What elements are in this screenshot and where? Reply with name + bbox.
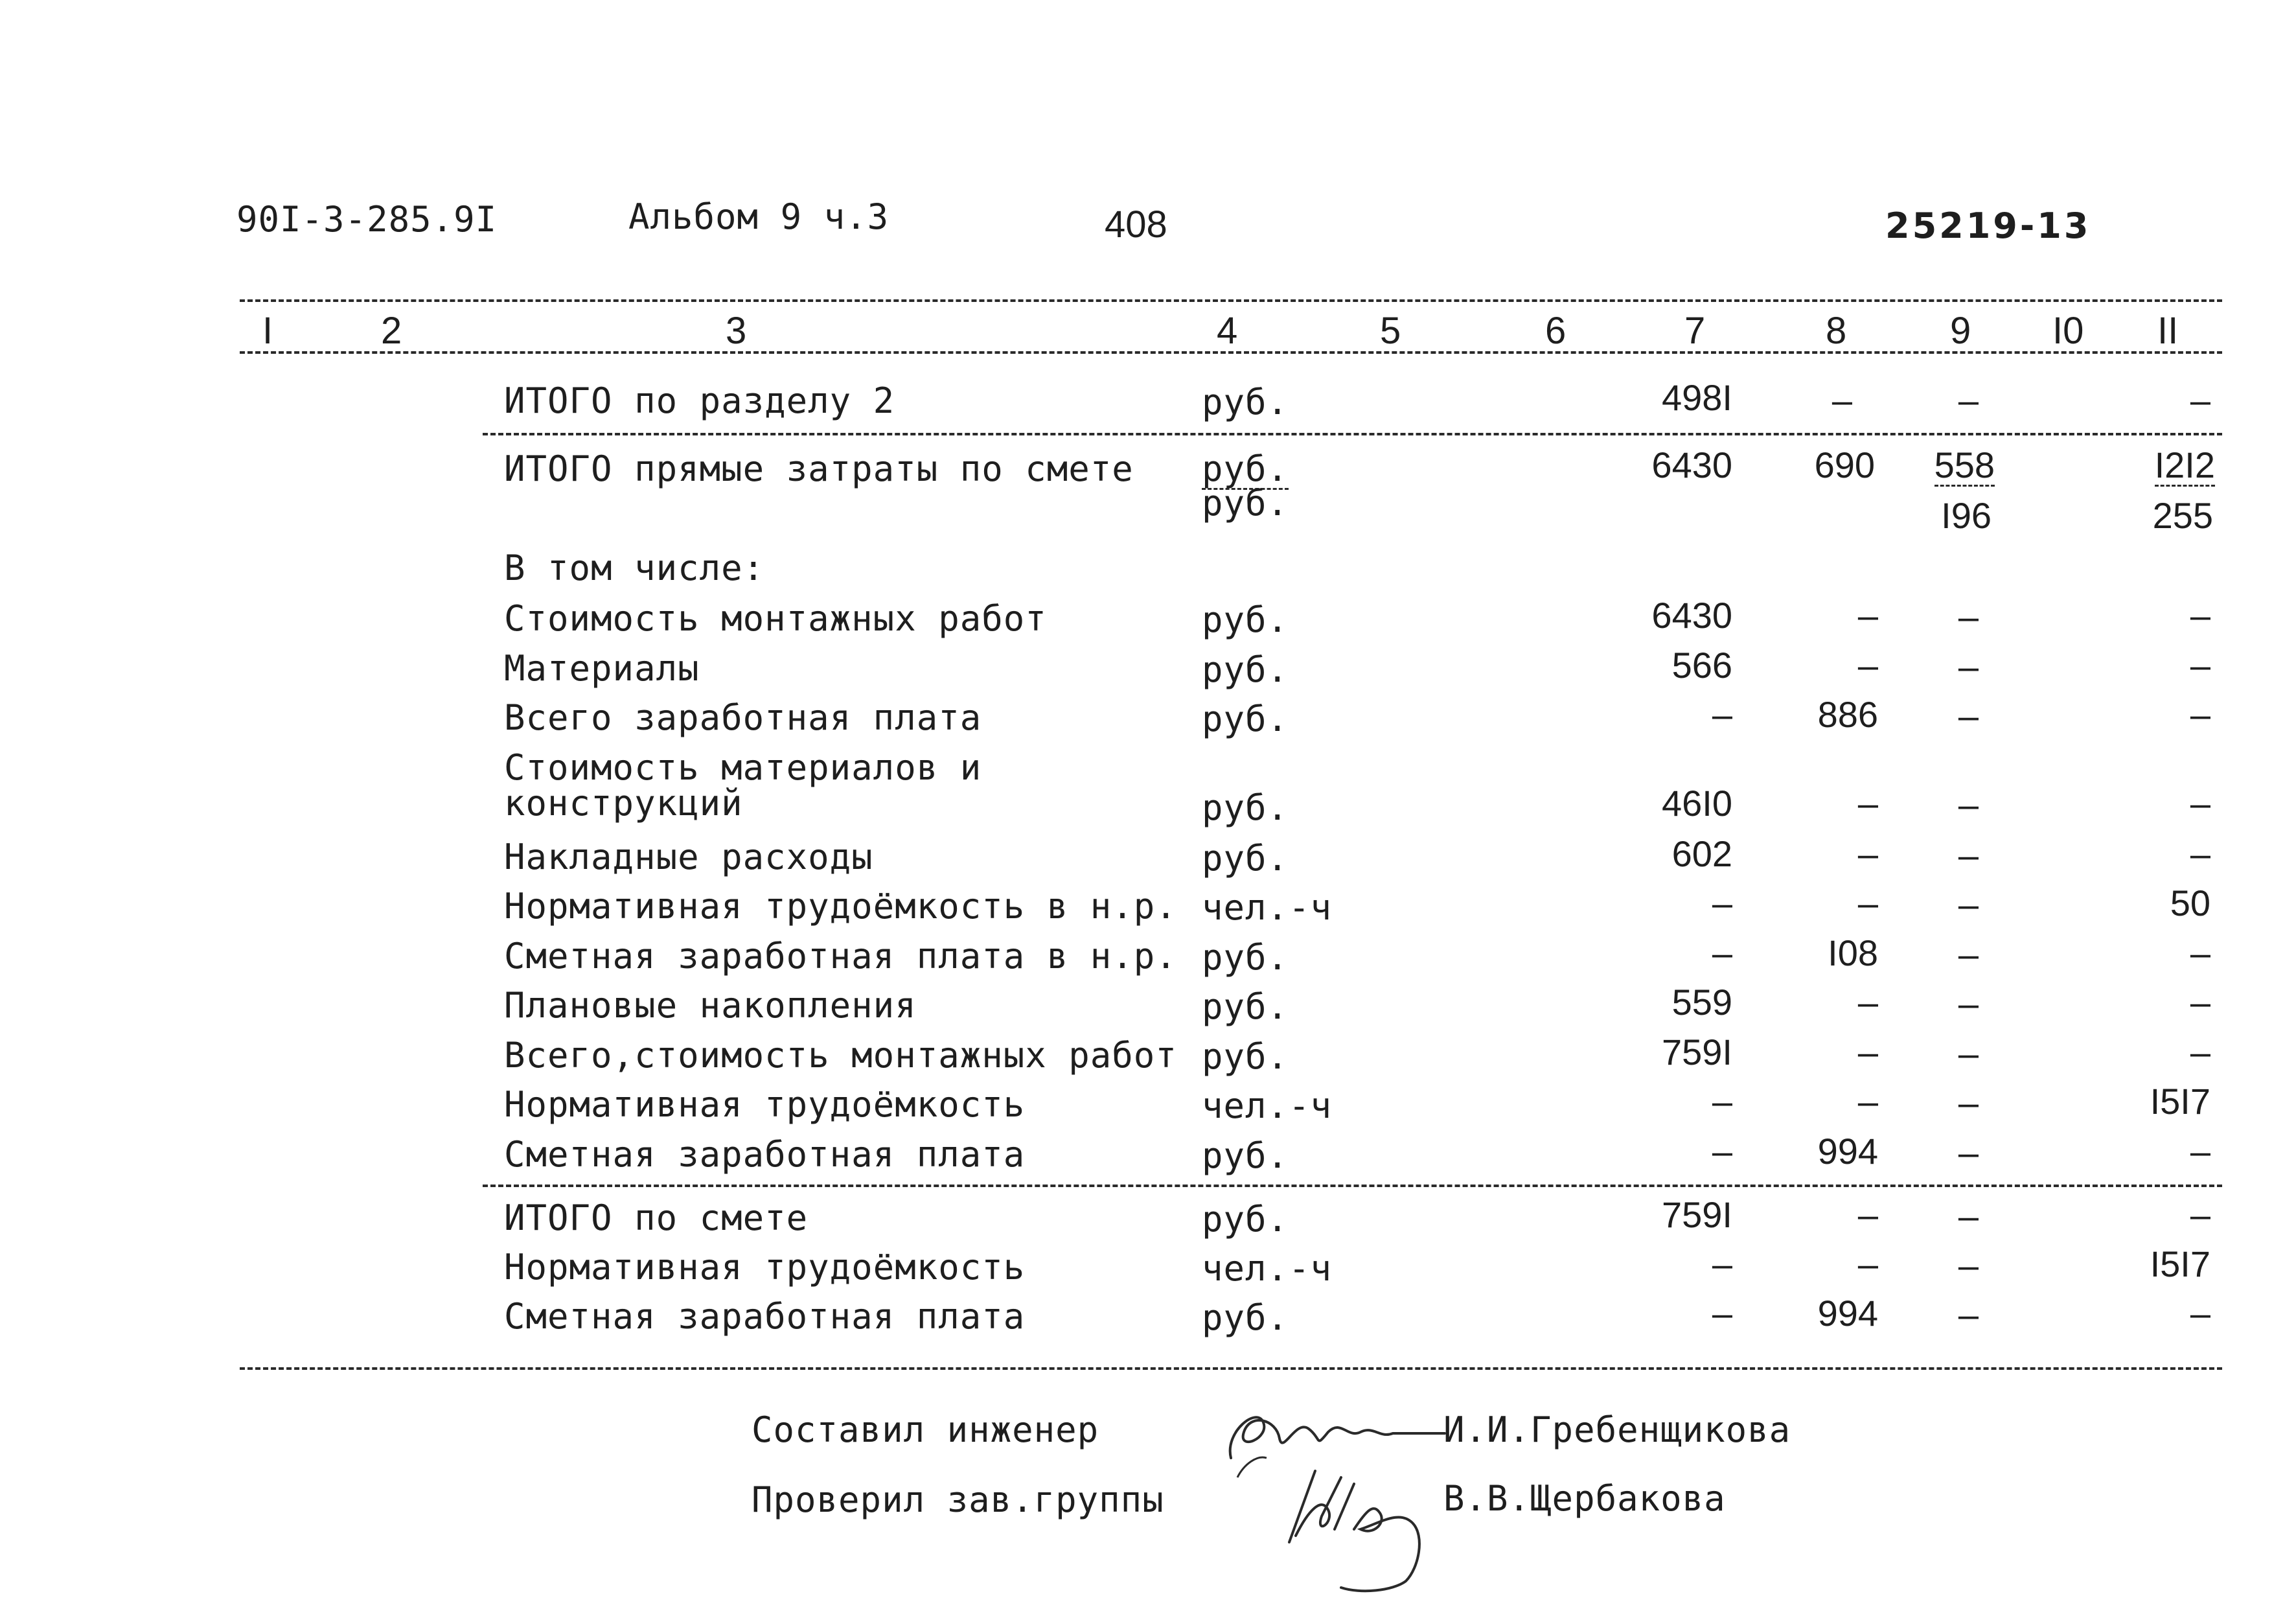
col8-value: 886 — [1817, 694, 1878, 735]
row-label: Сметная заработная плата в н.р. — [504, 935, 1177, 977]
row-label: Стоимость монтажных работ — [504, 598, 1047, 639]
col9-value: – — [1958, 645, 1979, 687]
row-unit-bottom: руб. — [1202, 483, 1289, 524]
col11-value: – — [2190, 1031, 2210, 1072]
col11-value: 50 — [2170, 883, 2210, 923]
row-unit: руб. — [1202, 986, 1289, 1027]
row-label: Стоимость материалов и — [504, 746, 982, 788]
col7-value: – — [1712, 1293, 1732, 1334]
col7-value: 559 — [1671, 982, 1732, 1023]
col9-top-value: 558 — [1934, 445, 1995, 485]
col11-value: – — [2190, 932, 2210, 973]
col7-value: 6430 — [1651, 595, 1732, 636]
col7-value: – — [1712, 883, 1732, 923]
col9-value: – — [1958, 933, 1979, 975]
col7-value: – — [1712, 694, 1732, 735]
col8-value: – — [1857, 782, 1878, 824]
col9-bottom-value: I96 — [1941, 495, 1992, 536]
row-unit: руб. — [1202, 787, 1289, 828]
col11-value: – — [2190, 595, 2210, 636]
row-unit: руб. — [1202, 382, 1289, 422]
col8-value: – — [1857, 644, 1878, 686]
row-label: ИТОГО по разделу 2 — [504, 380, 895, 421]
row-label: ИТОГО прямые затраты по смете — [504, 448, 1134, 489]
col7-value: 602 — [1671, 833, 1732, 874]
row-label-line2: конструкций — [504, 782, 743, 824]
document-code: 90I-3-285.9I — [236, 199, 498, 240]
row-unit: руб. — [1202, 699, 1289, 739]
col-header-1: I — [262, 310, 273, 352]
col9-value: – — [1958, 1082, 1979, 1123]
row-label: Накладные расходы — [504, 836, 873, 877]
col11-value: – — [2190, 1130, 2210, 1172]
row-unit: руб. — [1202, 1199, 1289, 1240]
row-unit-top: руб. — [1202, 448, 1289, 489]
col8-value: – — [1857, 883, 1878, 923]
col11-value: – — [2190, 644, 2210, 686]
col7-value: 759I — [1662, 1031, 1732, 1072]
row-label: Материалы — [504, 647, 700, 689]
col-header-9: 9 — [1950, 310, 1971, 352]
col8-value: – — [1857, 1194, 1878, 1235]
col11-value: – — [2190, 782, 2210, 824]
col-header-11: II — [2157, 310, 2179, 352]
col9-value: – — [1958, 1245, 1979, 1286]
row-label: Сметная заработная плата — [504, 1296, 1026, 1337]
row-label: Всего,стоимость монтажных работ — [504, 1034, 1177, 1076]
col11-value: – — [2190, 1293, 2210, 1334]
col-header-7: 7 — [1684, 310, 1706, 352]
col8-value: 994 — [1817, 1130, 1878, 1172]
table-bottom-rule — [240, 1367, 2222, 1370]
col11-bottom-value: 255 — [2152, 495, 2213, 536]
checked-label: Проверил зав.группы — [752, 1479, 1164, 1520]
col11-value: – — [2190, 694, 2210, 735]
col9-value: – — [1958, 1032, 1979, 1074]
row-unit: руб. — [1202, 1035, 1289, 1077]
col11-value: – — [2190, 380, 2210, 421]
row-label: Нормативная трудоёмкость в н.р. — [504, 886, 1177, 927]
final-section-rule — [483, 1185, 2222, 1187]
col9-value: – — [1958, 1294, 1979, 1335]
row-label: Плановые накопления — [504, 985, 917, 1026]
col8-value: – — [1831, 380, 1852, 421]
header-bottom-rule — [240, 351, 2222, 354]
col-header-10: I0 — [2052, 310, 2084, 352]
col11-value: I5I7 — [2150, 1081, 2210, 1122]
col9-value: – — [1958, 983, 1979, 1024]
col8-value: – — [1857, 833, 1878, 874]
row-label: Нормативная трудоёмкость — [504, 1247, 1026, 1288]
row-unit: руб. — [1202, 599, 1289, 640]
section-rule — [483, 433, 2222, 435]
row-unit: чел.-ч — [1202, 1085, 1333, 1126]
col8-value: – — [1857, 1243, 1878, 1284]
composed-label: Составил инженер — [752, 1409, 1099, 1450]
col9-value: – — [1958, 834, 1979, 875]
page-number: 408 — [1105, 203, 1167, 246]
col7-value: – — [1712, 1081, 1732, 1122]
row-label: ИТОГО по смете — [504, 1197, 809, 1238]
col-header-4: 4 — [1217, 310, 1238, 352]
col11-top-value: I2I2 — [2154, 445, 2215, 485]
col7-value: – — [1712, 1130, 1732, 1172]
col8-value: 690 — [1814, 445, 1875, 485]
col7-value: 566 — [1671, 644, 1732, 686]
col11-value: – — [2190, 1194, 2210, 1235]
col9-value: – — [1958, 596, 1979, 637]
row-label: Нормативная трудоёмкость — [504, 1084, 1026, 1125]
col9-value: – — [1958, 1196, 1979, 1236]
album-label: Альбом 9 ч.3 — [628, 196, 890, 237]
col9-value: – — [1958, 884, 1979, 925]
composed-name: И.И.Гребенщикова — [1443, 1409, 1791, 1450]
col8-value: – — [1857, 982, 1878, 1023]
row-unit: руб. — [1202, 1135, 1289, 1176]
row-unit: руб. — [1202, 837, 1289, 879]
row-label: Сметная заработная плата — [504, 1133, 1026, 1175]
col8-value: – — [1857, 595, 1878, 636]
col9-value: – — [1958, 380, 1979, 421]
col8-value: I08 — [1828, 932, 1878, 973]
col-header-2: 2 — [381, 310, 402, 352]
col7-value: 759I — [1662, 1194, 1732, 1235]
col7-value: – — [1712, 932, 1732, 973]
row-unit: руб. — [1202, 936, 1289, 978]
row-unit: чел.-ч — [1202, 1248, 1333, 1289]
document-number: 25219-13 — [1885, 205, 2091, 246]
col-header-6: 6 — [1545, 310, 1567, 352]
col-header-8: 8 — [1826, 310, 1847, 352]
col-header-5: 5 — [1380, 310, 1401, 352]
signature-2 — [1283, 1458, 1438, 1601]
row-label: Всего заработная плата — [504, 697, 982, 738]
row-unit: руб. — [1202, 1297, 1289, 1338]
row-unit: руб. — [1202, 649, 1289, 690]
col7-value: – — [1712, 1243, 1732, 1284]
col8-value: – — [1857, 1081, 1878, 1122]
header-top-rule — [240, 299, 2222, 302]
including-label: В том числе: — [504, 548, 765, 588]
col8-value: 994 — [1817, 1293, 1878, 1334]
col8-value: – — [1857, 1031, 1878, 1072]
col-header-3: 3 — [726, 310, 747, 352]
col9-value: – — [1958, 783, 1979, 825]
col11-value: – — [2190, 833, 2210, 874]
col11-value: I5I7 — [2150, 1243, 2210, 1284]
row-unit: чел.-ч — [1202, 887, 1333, 928]
col9-value: – — [1958, 1131, 1979, 1173]
checked-name: В.В.Щербакова — [1443, 1478, 1726, 1519]
col7-value: 498I — [1662, 377, 1732, 418]
col11-value: – — [2190, 982, 2210, 1023]
col9-value: – — [1958, 695, 1979, 736]
col7-value: 46I0 — [1662, 782, 1732, 824]
col7-value: 6430 — [1651, 445, 1732, 485]
